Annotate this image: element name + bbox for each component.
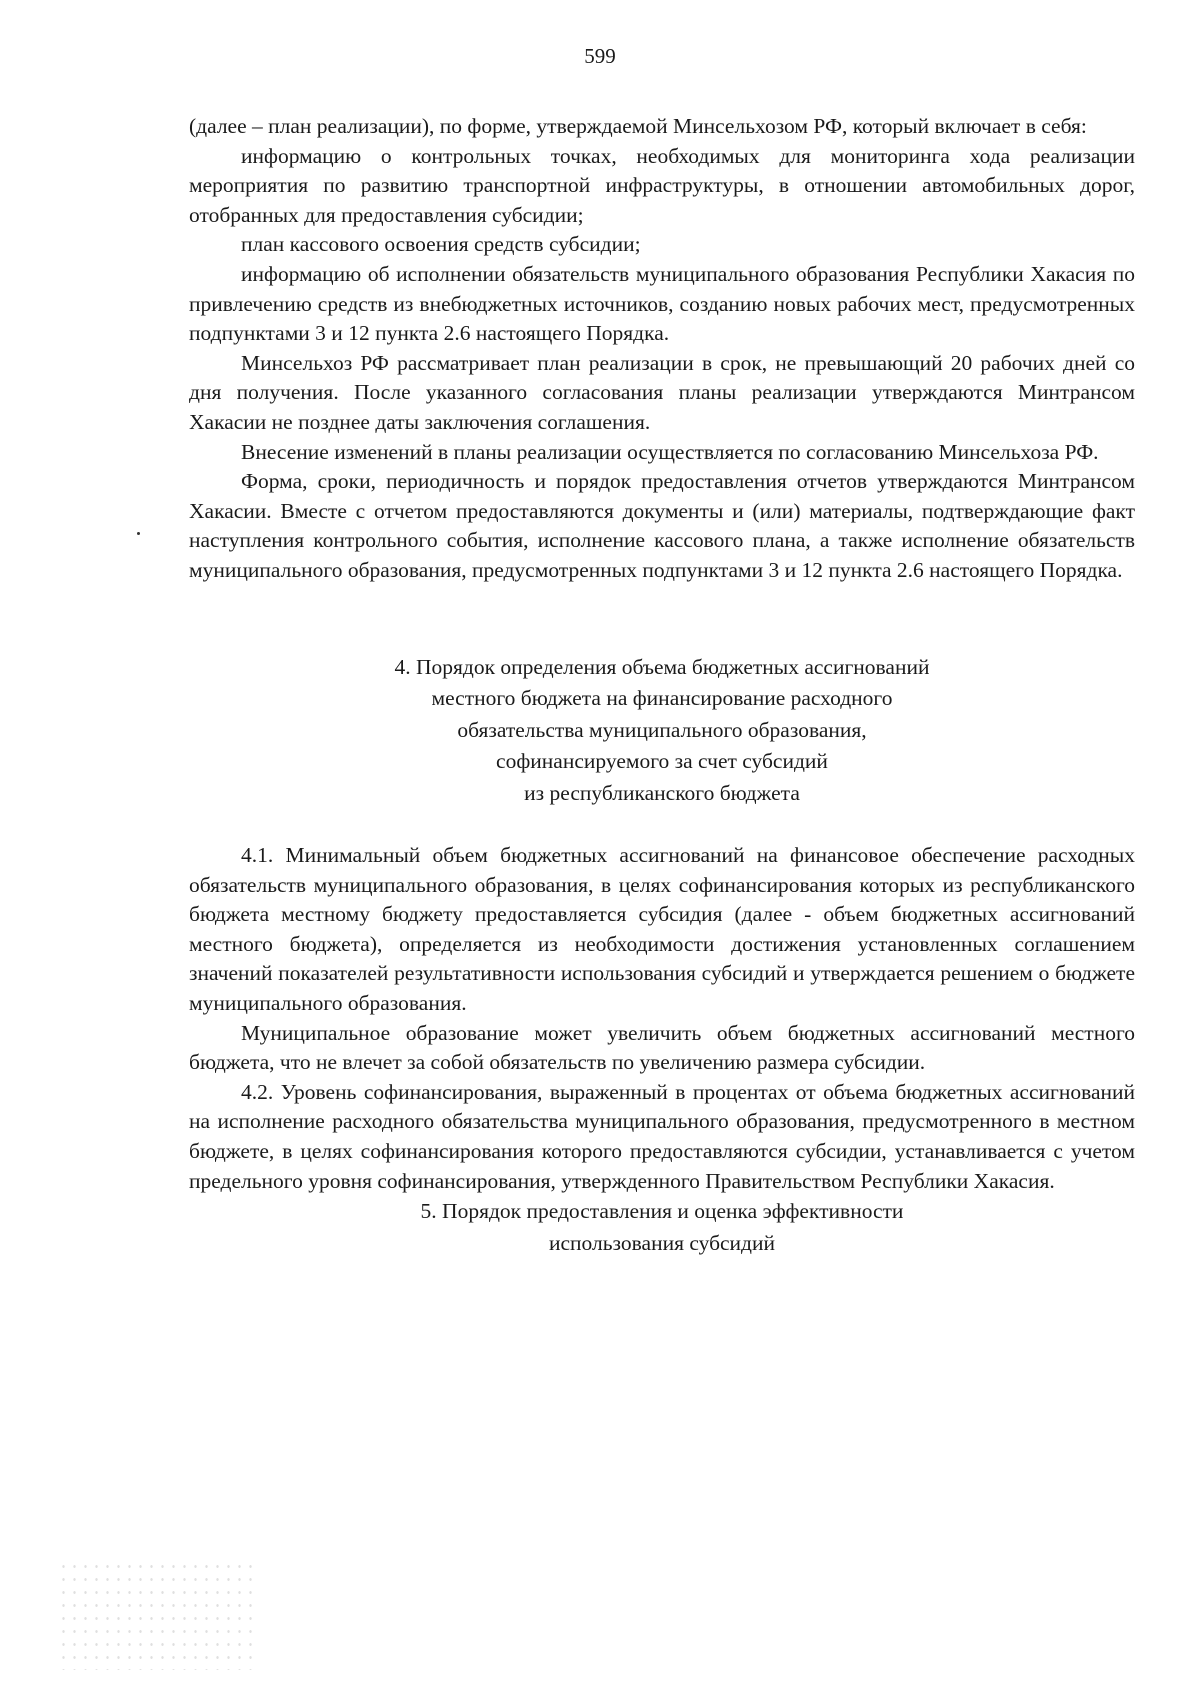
paragraph: Форма, сроки, периодичность и порядок предоставления отчетов утверждаются Минтрансом Хакасии. Вместе с отчетом предоставляются документы и (или) материалы, подтверждающие факт наступления контрольного события, исполнение кассового плана, а также исполнение обязательств муниципального образования, предусмотренных подпунктами 3 и 12 пункта 2.6 настоящего Порядка. [189, 469, 1135, 582]
paragraph: Муниципальное образование может увеличить объем бюджетных ассигнований местного бюджета, что не влечет за собой обязательств по увеличению размера субсидии. [189, 1020, 1135, 1075]
paragraph: 4.2. Уровень софинансирования, выраженный в процентах от объема бюджетных ассигнований на исполнение расходного обязательства муниципального образования, предусмотренного в местном бюджете, в целях софинансирования которого предоставляются субсидии, устанавливается с учетом предельного уровня софинансирования, утвержденного Правительством Республики Хакасия. [189, 1079, 1135, 1193]
section-4-heading [189, 652, 1135, 810]
section-5-heading [189, 1196, 1135, 1259]
paragraph: информацию о контрольных точках, необходимых для мониторинга хода реализации мероприятия по развитию транспортной инфраструктуры, в отношении автомобильных дорог, отобранных для предоставления субсидии; [189, 143, 1135, 227]
heading-line: 4. Порядок определения объема бюджетных ассигнований [394, 654, 930, 679]
paragraph: план кассового освоения средств субсидии; [241, 232, 641, 257]
paragraph: (далее – план реализации), по форме, утверждаемой Минсельхозом РФ, который включает в себя: [189, 114, 1087, 138]
paragraph: 4.1. Минимальный объем бюджетных ассигнований на финансовое обеспечение расходных обязательств муниципального образования, в целях софинансирования которых из республиканского бюджета местному бюджету предоставляется субсидия (далее - объем бюджетных ассигнований местного бюджета), определяется из необходимости достижения установленных соглашением значений показателей результативности использования субсидий и утверждается решением о бюджете муниципального образования. [189, 843, 1135, 1015]
scan-speck [137, 532, 140, 535]
paragraph: Минсельхоз РФ рассматривает план реализации в срок, не превышающий 20 рабочих дней со дня получения. После указанного согласования планы реализации утверждаются Минтрансом Хакасии не позднее даты заключения соглашения. [189, 350, 1135, 434]
heading-line: обязательства муниципального образования, [457, 717, 867, 742]
heading-line: из республиканского бюджета [524, 780, 800, 805]
document-body [189, 112, 1135, 1259]
page-number: 599 [584, 44, 616, 68]
scan-smudge [58, 1560, 258, 1670]
paragraph: информацию об исполнении обязательств муниципального образования Республики Хакасия по привлечению средств из внебюджетных источников, созданию новых рабочих мест, предусмотренных подпунктами 3 и 12 пункта 2.6 настоящего Порядка. [189, 261, 1135, 346]
paragraph: Внесение изменений в планы реализации осуществляется по согласованию Минсельхоза РФ. [241, 439, 1099, 464]
heading-line: софинансируемого за счет субсидий [496, 749, 828, 773]
heading-line: 5. Порядок предоставления и оценка эффективности [420, 1199, 904, 1224]
heading-line: местного бюджета на финансирование расходного [431, 686, 893, 710]
heading-line: использования субсидий [548, 1230, 776, 1255]
